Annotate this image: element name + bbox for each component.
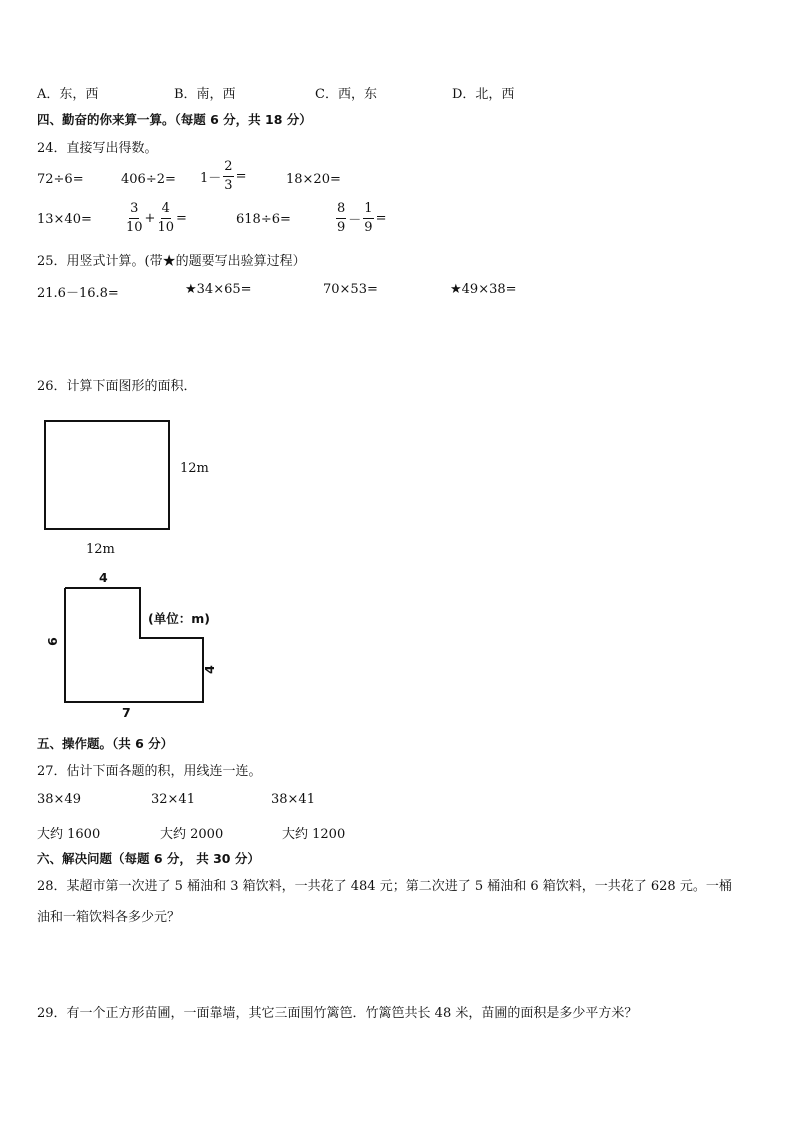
- q27-answer-3: 大约 1200: [282, 827, 346, 842]
- numerator: 2: [223, 160, 233, 177]
- l-shape-figure: [40, 570, 240, 720]
- fraction: [336, 202, 346, 234]
- numerator: 1: [363, 202, 373, 219]
- q24-r2-c: 618÷6=: [236, 212, 291, 227]
- q25-item-3: 70×53=: [323, 282, 378, 297]
- q25-item-4: ★49×38=: [450, 282, 517, 297]
- equals: =: [375, 210, 387, 226]
- lshape-unit-label: (单位：m): [148, 611, 210, 626]
- q24-r1-d: 18×20=: [286, 172, 341, 187]
- q25-item-2: ★34×65=: [185, 282, 252, 297]
- q25-item-1: 21.6－16.8=: [37, 286, 119, 301]
- l-shape-outline: [65, 588, 203, 702]
- denominator: 10: [157, 219, 174, 235]
- q28-line-1: 28．某超市第一次进了 5 桶油和 3 箱饮料，一共花了 484 元；第二次进了 5 桶油和 6 箱饮料，一共花了 628 元。一桶: [37, 879, 732, 894]
- numerator: 4: [161, 202, 171, 219]
- q24-prompt: 24．直接写出得数。: [37, 141, 158, 156]
- lshape-left-label: 6: [44, 637, 60, 646]
- q24-r1-a: 72÷6=: [37, 172, 84, 187]
- numerator: 3: [129, 202, 139, 219]
- q27-expr-2: 32×41: [151, 792, 195, 807]
- q25-prompt: 25．用竖式计算。(带★的题要写出验算过程）: [37, 254, 306, 269]
- fraction: [223, 160, 233, 192]
- q24-r1-b: 406÷2=: [121, 172, 176, 187]
- q28-line-2: 油和一箱饮料各多少元？: [37, 910, 181, 925]
- section-4-heading: 四、勤奋的你来算一算。（每题 6 分，共 18 分）: [37, 112, 312, 127]
- denominator: 3: [224, 177, 233, 193]
- square-side-label: 12m: [180, 461, 209, 476]
- option-b: B．南，西: [174, 87, 236, 102]
- equals: =: [176, 210, 187, 226]
- q27-expr-1: 38×49: [37, 792, 81, 807]
- lshape-bottom-label: 7: [122, 705, 131, 720]
- option-d: D．北，西: [452, 87, 515, 102]
- q27-expr-3: 38×41: [271, 792, 315, 807]
- denominator: 9: [337, 219, 346, 235]
- fraction: [126, 202, 143, 234]
- fraction: [157, 202, 174, 234]
- equals: =: [235, 168, 247, 184]
- numerator: 8: [336, 202, 346, 219]
- minus-sign: －: [348, 212, 362, 228]
- q29-text: 29．有一个正方形苗圃，一面靠墙，其它三面围竹篱笆．竹篱笆共长 48 米，苗圃的面积是多少平方米？: [37, 1006, 638, 1021]
- square-figure: [44, 420, 170, 530]
- q24-r1-c: [200, 160, 246, 192]
- q27-prompt: 27．估计下面各题的积，用线连一连。: [37, 764, 262, 779]
- q24-r2-a: 13×40=: [37, 212, 92, 227]
- lshape-right-label: 4: [201, 665, 217, 674]
- section-6-heading: 六、解决问题（每题 6 分， 共 30 分）: [37, 851, 260, 866]
- section-5-heading: 五、操作题。（共 6 分）: [37, 736, 174, 751]
- q27-answer-1: 大约 1600: [37, 827, 101, 842]
- q24-r2-b: [124, 202, 187, 234]
- q24-r2-d: [334, 202, 386, 234]
- q24-r1-c-pre: 1－: [200, 170, 222, 186]
- lshape-top-label: 4: [99, 570, 108, 585]
- square-bottom-label: 12m: [86, 542, 115, 557]
- plus-sign: +: [144, 210, 156, 226]
- fraction: [363, 202, 373, 234]
- denominator: 10: [126, 219, 143, 235]
- option-a: A．东，西: [37, 87, 99, 102]
- option-c: C．西，东: [315, 87, 377, 102]
- q27-answer-2: 大约 2000: [160, 827, 224, 842]
- denominator: 9: [364, 219, 373, 235]
- q26-prompt: 26．计算下面图形的面积．: [37, 379, 197, 394]
